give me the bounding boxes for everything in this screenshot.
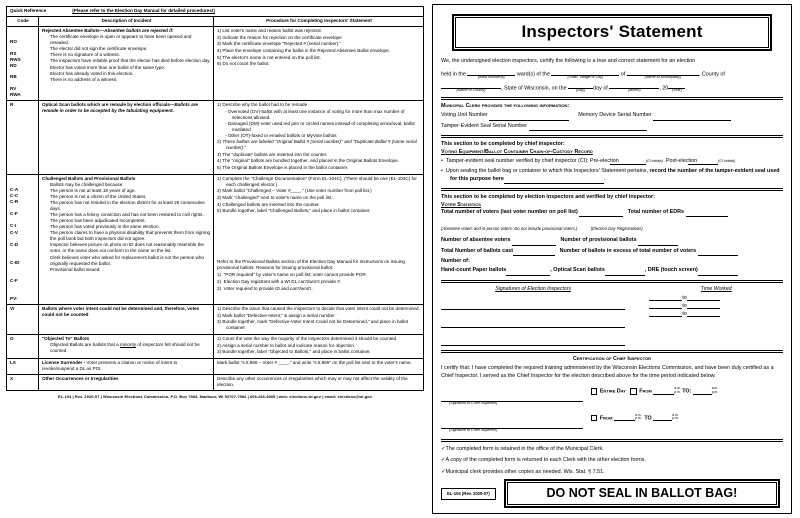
code-cell	[7, 174, 39, 304]
from-time-input[interactable]	[614, 420, 635, 421]
divider	[441, 97, 783, 100]
desc-heading: License Surrender - Voter presents a citation or notice of intent to revoke/suspend a DL as POI.	[42, 359, 178, 371]
desc-heading: Other Occurrences or Irregularities	[42, 375, 119, 381]
am-pm-label: a.m. p.m.	[674, 386, 681, 394]
time-from-input[interactable]	[649, 300, 682, 301]
proc-item: 1) Complete the "Challenge Documentation" (Form EL-104C). (There should be one (EL-104C) for each challenged elector.)	[217, 175, 417, 187]
proc-subitem: - Other (OT)-faxed or emailed ballots or MyVote ballots	[225, 132, 337, 138]
code-vi: VI	[10, 305, 15, 311]
desc-item: The person is not at least 18 years of age.	[50, 187, 136, 193]
procedure-cell	[214, 334, 424, 358]
voting-unit-input[interactable]	[489, 120, 569, 121]
stats-row-3: Total Number of ballots cast Number of ballots in excess of total number of voters	[441, 247, 783, 256]
page-title: Inspectors' Statement	[521, 22, 703, 41]
description-cell	[39, 334, 214, 358]
table-row	[7, 101, 424, 175]
entire-day-checkbox[interactable]	[591, 388, 597, 394]
certification-heading: Certification of Chief Inspector	[572, 356, 652, 363]
code-pv: PV-	[10, 295, 18, 301]
chain-bullet-2: • Upon sealing the ballot bag or container to which this Inspectors' Statement pertains, record the number of the tamper-evident seal used for this purpose here .	[441, 168, 780, 183]
time-options-row-2: From a.m. p.m. TO a.m. p.m.	[591, 411, 679, 421]
note-3: ✓Municipal clerk provides other copies as needed. Wis. Stat. § 7.51.	[441, 468, 605, 475]
code-cv: C-V	[10, 229, 18, 235]
chief-section-heading: This section to be completed by chief inspector:	[441, 141, 565, 148]
manual-reference-note: (Please refer to the Election Day Manual for detailed procedures!)	[72, 8, 215, 13]
code-cf: C-F	[10, 211, 18, 217]
desc-item: The person has voted previously in the same election.	[50, 224, 160, 230]
am-pm-label: a.m. p.m.	[634, 413, 642, 421]
am-pm-label: a.m. p.m.	[711, 386, 719, 394]
ballots-cast-input[interactable]	[513, 255, 555, 256]
stats-row-1: Total number of voters (last voter number on poll list) Total number of EDRs	[441, 208, 783, 217]
town-field-wrap: (Town, Village of City)	[551, 67, 619, 80]
am-pm-label: a.m. p.m.	[672, 413, 679, 421]
code-rb: RB	[10, 74, 17, 80]
desc-item: The person claims to have a physical disability that prevents them from signing the poll book but both inspectors did not agree.	[50, 230, 211, 242]
do-not-seal-banner: DO NOT SEAL IN BALLOT BAG!	[507, 482, 777, 505]
code-rs: RS	[10, 50, 17, 56]
proc-item: 4) The "original" ballots are bundled together, and placed in the Original Ballots Envelope.	[217, 158, 399, 164]
table-row	[7, 174, 424, 304]
code-cell	[7, 27, 39, 101]
stats-row-2: Number of absentee voters Number of provisional ballots	[441, 236, 783, 245]
desc-heading: Ballots where voter intent could not be determined and, therefore, votes could not be counted	[42, 305, 200, 317]
inspectors-statement-panel	[428, 0, 800, 518]
proc-item: 1) "POR required" by voter's name on poll list; voter cannot provide POR.	[217, 272, 367, 278]
proc-item: 3) Voter required to provide ID and can't/won't.	[217, 285, 313, 291]
quick-reference-title: Quick Reference	[10, 8, 47, 13]
code-cell	[7, 304, 39, 334]
code-cd: C-D	[10, 241, 19, 247]
cert-row-2	[441, 411, 783, 433]
intro-line-2: held in the (ward number(s) ward(s) of the (Town, Village of City) of (Name of Municipality) , County of	[441, 67, 783, 80]
description-cell	[39, 358, 214, 374]
description-cell	[39, 174, 214, 304]
divider	[441, 350, 783, 353]
desc-item: The elector did not sign the certificate envelope.	[50, 46, 148, 52]
memory-device-input[interactable]	[653, 120, 731, 121]
code-rws: RWS	[10, 56, 21, 62]
proc-item: 4) Challenged ballots are inserted into the counter.	[217, 201, 320, 207]
provisional-ballots-input[interactable]	[638, 245, 678, 246]
chief-signature-block-1	[441, 384, 591, 406]
signature-column	[441, 286, 625, 346]
table-row	[7, 27, 424, 101]
proc-item: 3) Mark the certificate envelope "Rejected # (serial number)."	[217, 41, 342, 47]
chief-signature-caption: (Signature of Chief Inspector)	[449, 401, 498, 406]
year-field-wrap: (Year)	[668, 81, 685, 94]
footer-row	[441, 482, 783, 505]
voter-statistics-heading: Voter Statistics	[441, 201, 481, 208]
code-cc: C-C	[10, 193, 19, 199]
desc-item: There is no signature of a witness.	[50, 52, 120, 58]
municipality-field-wrap: (Name of Municipality)	[627, 67, 699, 80]
from-time-input[interactable]	[653, 394, 674, 395]
chain-of-custody-heading: Voting Equipment/Ballot Container Chain-of-Custody Record	[441, 149, 593, 156]
desc-heading: "Objected To" Ballots	[42, 335, 90, 341]
intro-line-1: We, the undersigned election inspectors, certify the following is a true and correct statement for an election	[441, 58, 696, 64]
desc-item: The person is not a citizen of the United States.	[50, 193, 147, 199]
code-cell	[7, 358, 39, 374]
code-rwa: RWA	[10, 92, 21, 97]
procedure-cell	[214, 304, 424, 334]
day-field-wrap: (Day)	[568, 81, 593, 94]
check-icon: ✓	[441, 457, 446, 464]
proc-item: 1) List voter's name and reason ballot was rejected.	[217, 28, 322, 34]
time-to-input[interactable]	[687, 300, 720, 301]
code-cr: C-R	[10, 199, 19, 205]
total-edrs-input[interactable]	[686, 216, 728, 217]
col-header-description: Description of Incident	[39, 17, 214, 27]
desc-heading: Challenged Ballots and Provisional Ballots	[42, 175, 136, 181]
desc-item: There is no address of a witness.	[50, 76, 118, 82]
table-row	[7, 374, 424, 390]
code-cell	[7, 334, 39, 358]
procedure-cell	[214, 174, 424, 304]
procedure-cell	[214, 358, 424, 374]
proc-item: 2) Mark ballot "Challenged – Voter #____." (Use voter number from poll list.)	[217, 188, 372, 194]
time-to-input[interactable]	[687, 316, 720, 317]
proc-subitem: - Damaged (DM)-voter used red pen or circled names instead of completing arrow/oval, ballot mutilated	[225, 120, 415, 132]
divider	[441, 135, 783, 138]
divider	[441, 439, 783, 442]
ward-field-wrap: (ward number(s)	[467, 67, 515, 80]
proc-item: 2) These ballots are labeled "Original Ballot # (serial number)" and "Duplicate Ballot # (same serial number)."	[217, 139, 417, 151]
proc-item: 3) Bundle together, mark "Defective-Voter Intent Could not be Determined," and place in ballot container.	[217, 319, 408, 331]
clerk-fields-row-1: Voting Unit Number Memory Device Serial Number	[441, 111, 783, 120]
procedure-cell	[214, 101, 424, 175]
month-field-wrap: (Month)	[609, 81, 659, 94]
code-rv: RV	[10, 85, 17, 91]
code-o: O	[10, 335, 14, 341]
from-checkbox[interactable]	[591, 415, 597, 421]
table-row	[7, 358, 424, 374]
proc-item: 4) Place the envelope containing the ballot in the Rejected Absentee Ballot envelope.	[217, 48, 390, 54]
statement-title-box	[455, 17, 769, 48]
dre-input[interactable]	[698, 275, 738, 276]
certification-text: I certify that: I have completed the required training administered by the Wisconsin Elections Commission, and have been duly certified as a Chief Inspector. I served as the Chief Inspector for the election described above for the time period indicated below.	[441, 365, 774, 380]
code-ro: RO	[10, 39, 17, 45]
proc-item: 1) Describe the issue that caused the inspectors to decide that voter intent could not be determined.	[217, 305, 420, 311]
chief-signature-block-2	[441, 411, 591, 433]
description-cell	[39, 27, 214, 101]
divider	[441, 280, 783, 283]
time-to-input[interactable]	[687, 308, 720, 309]
inspector-signature-input[interactable]	[441, 319, 625, 328]
proc-item: 5) The Original Ballots Envelope is placed in the ballot container.	[217, 165, 349, 171]
stats-row-5: Hand-count Paper ballots , Optical Scan ballots , DRE (touch screen)	[441, 266, 783, 275]
to-time-input[interactable]	[693, 394, 712, 395]
statement-border	[432, 4, 792, 514]
signatures-block	[441, 286, 783, 346]
clerk-fields-row-2: Tamper-Evident Seal Serial Number	[441, 122, 783, 131]
proc-item: 1) Describe why the ballot had to be remade	[217, 102, 308, 108]
code-ls: LS	[10, 359, 16, 365]
desc-item: Elector has already voted in this election.	[50, 70, 134, 76]
time-from-input[interactable]	[649, 316, 682, 317]
desc-item: The inspectors have reliable proof that the elector has died before election day.	[50, 58, 211, 64]
proc-item: 2) Election Day registrant with a WI DL can't/won't provide #.	[217, 278, 342, 284]
desc-heading: Optical Scan ballots which are remade by election officials—Ballots are remade in order to be accepted by the tabulating equipment.	[42, 102, 198, 114]
proc-item: 3) Mark "challenged" next to voter's name on the poll list.	[217, 195, 333, 201]
hand-count-input[interactable]	[506, 275, 550, 276]
county-field-wrap: (Name of County)	[441, 81, 501, 94]
code-ci: C-I	[10, 223, 17, 229]
table-row	[7, 334, 424, 358]
chief-signature-caption: (Signature of Chief Inspector)	[449, 428, 498, 433]
check-icon: ✓	[441, 468, 446, 475]
proc-text: Describe any other occurrences or irregularities which may or may not affect the validity of the election.	[217, 375, 408, 388]
procedure-cell	[214, 374, 424, 390]
proc-item: 5) The elector's name is not entered on the poll list.	[217, 54, 321, 60]
desc-heading: Rejected Absentee Ballots—Absentee ballots are rejected if:	[42, 28, 174, 34]
code-ca: C-A	[10, 187, 19, 193]
time-worked-row: to	[649, 295, 783, 301]
procedure-cell	[214, 27, 424, 101]
post-election-wrap: (CI Initials)	[697, 157, 735, 165]
chain-bullet-1: • Tamper-evident seal number verified by chief inspector (CI): Pre-election (CI Initials) Post-election (CI Initials)	[441, 158, 736, 165]
proc-item: 3) The "duplicate" ballots are inserted into the counter.	[217, 151, 328, 157]
time-worked-row: to	[649, 311, 783, 317]
proc-item: 2) Indicate the reason for rejection on the certificate envelope	[217, 34, 342, 40]
desc-item: Clerk believes voter who asked for replacement ballot is not the person who originally requested the ballot.	[50, 254, 204, 266]
desc-item: Objected Ballots are ballots that a minority of inspectors felt should not be counted.	[50, 341, 200, 353]
proc-item: 2) Assign a serial number to ballot and indicate reason for objection.	[217, 342, 356, 348]
table-title-row	[7, 7, 424, 17]
col-header-procedure: Procedure for Completing Inspectors' Statement	[214, 17, 424, 27]
desc-item: Provisional ballot issued:	[50, 266, 101, 272]
desc-item: The certificate envelope is open or appears to have been opened and resealed.	[50, 34, 192, 46]
proc-item: 3) Bundle together, label "Objected to Ballots," and place in ballot container.	[217, 349, 371, 355]
time-from-input[interactable]	[649, 308, 682, 309]
desc-item: The person has been adjudicated incompetent.	[50, 218, 146, 224]
code-cid: C-ID	[10, 259, 20, 265]
code-cell	[7, 101, 39, 175]
desc-item: Inspector believes picture on photo on ID does not reasonably resemble the voter, or the name does not conform to the name on the list.	[50, 242, 204, 254]
table-header-row	[7, 17, 424, 27]
time-worked-column	[631, 286, 783, 346]
time-worked-row: to	[649, 303, 783, 309]
description-cell	[39, 101, 214, 175]
proc-item: 1) Count the vote the way the majority of the inspectors determined it should be counted.	[217, 335, 398, 341]
form-footer: EL-104 | Rev. 2020-07 | Wisconsin Elections Commission, P.O. Box 7984, Madison, WI 53707-7984 | 608-266-8005 | web: elections.wi.gov | email: elections@wi.gov	[58, 394, 372, 400]
description-cell	[39, 304, 214, 334]
stats-row-4: Number of:	[441, 258, 470, 264]
post-election-input[interactable]	[688, 164, 718, 165]
proc-item: 6) Do not count the ballot.	[217, 61, 270, 67]
optical-scan-input[interactable]	[605, 275, 645, 276]
proc-subitem: - Overvoted (OV)-ballot with at least one instance of voting for more than max number of selections allowed.	[225, 108, 405, 120]
code-x: X	[10, 375, 14, 381]
code-cell	[7, 374, 39, 390]
proc-item: 5) Bundle together, label "Challenged Ballots," and place in ballot container.	[217, 208, 371, 214]
divider	[441, 188, 783, 191]
intro-line-3: (Name of County) , State of Wisconsin, on the (Day) day of (Month) , 20 (Year) .	[441, 81, 783, 94]
clerk-section-heading: Municipal Clerk provides the following information:	[441, 103, 570, 110]
description-cell	[39, 374, 214, 390]
note-2: ✓A copy of the completed form is returned to each Clerk with the other election forms.	[441, 457, 646, 464]
to-time-input[interactable]	[653, 420, 672, 421]
note-1: ✓The completed form is retained in the office of the Municipal Clerk.	[441, 445, 604, 452]
code-rd: RD	[10, 62, 17, 68]
cert-row-1	[441, 384, 783, 406]
desc-item: The person has not resided in the election district for at least 28 consecutive days.	[50, 199, 205, 212]
check-icon: ✓	[441, 445, 446, 452]
provisional-note: Refer to the Provisional Ballots section of the Election Day Manual for instructions on issuing provisional ballots. Reasons for issuing provisional ballot:	[217, 259, 405, 271]
inspector-signature-input[interactable]	[441, 337, 625, 346]
desc-item: The person has a felony conviction and has not been restored to civil rights.	[50, 212, 204, 218]
excess-ballots-input[interactable]	[698, 255, 738, 256]
tamper-seal-input[interactable]	[529, 130, 647, 131]
desc-subheading: Ballots may be challenged because:	[50, 181, 124, 187]
pre-election-input[interactable]	[610, 164, 646, 165]
desc-item: Elector has voted more than one ballot of the same type.	[50, 64, 166, 70]
quick-reference-table	[6, 6, 424, 391]
quick-reference-title-cell	[7, 7, 424, 17]
inspector-signature-input[interactable]	[441, 301, 625, 310]
time-worked-heading: Time Worked	[700, 286, 732, 292]
code-r: R	[10, 102, 14, 108]
proc-text: Mark ballot "s.6.965 – Voter # ____," and write "s.6.965" on the poll list next to the voter's name.	[217, 359, 412, 365]
time-options-row-1: Entire Day From a.m. p.m. TO: a.m. p.m.	[591, 384, 718, 394]
pre-election-wrap: (CI Initials)	[619, 157, 663, 165]
stats-section-heading: This section to be completed by election inspectors and verified by chief inspector:	[441, 193, 655, 200]
form-id-box: EL-104 (Rev. 2020-07)	[441, 488, 496, 500]
code-cf2: C-F	[10, 277, 18, 283]
seal-number-input[interactable]	[504, 183, 604, 184]
signatures-heading: Signatures of Election Inspectors	[495, 286, 572, 292]
from-checkbox[interactable]	[630, 388, 636, 394]
absentee-voters-input[interactable]	[512, 245, 556, 246]
stats-note-row: (Absentee voters and in-person voters. Do not include provisional voters.) (Election Day Registrations)	[441, 226, 643, 232]
table-row	[7, 304, 424, 334]
proc-item: 2) Mark ballot "Defective-Intent," & assign a serial number	[217, 312, 335, 318]
col-header-code: Code	[7, 17, 39, 27]
